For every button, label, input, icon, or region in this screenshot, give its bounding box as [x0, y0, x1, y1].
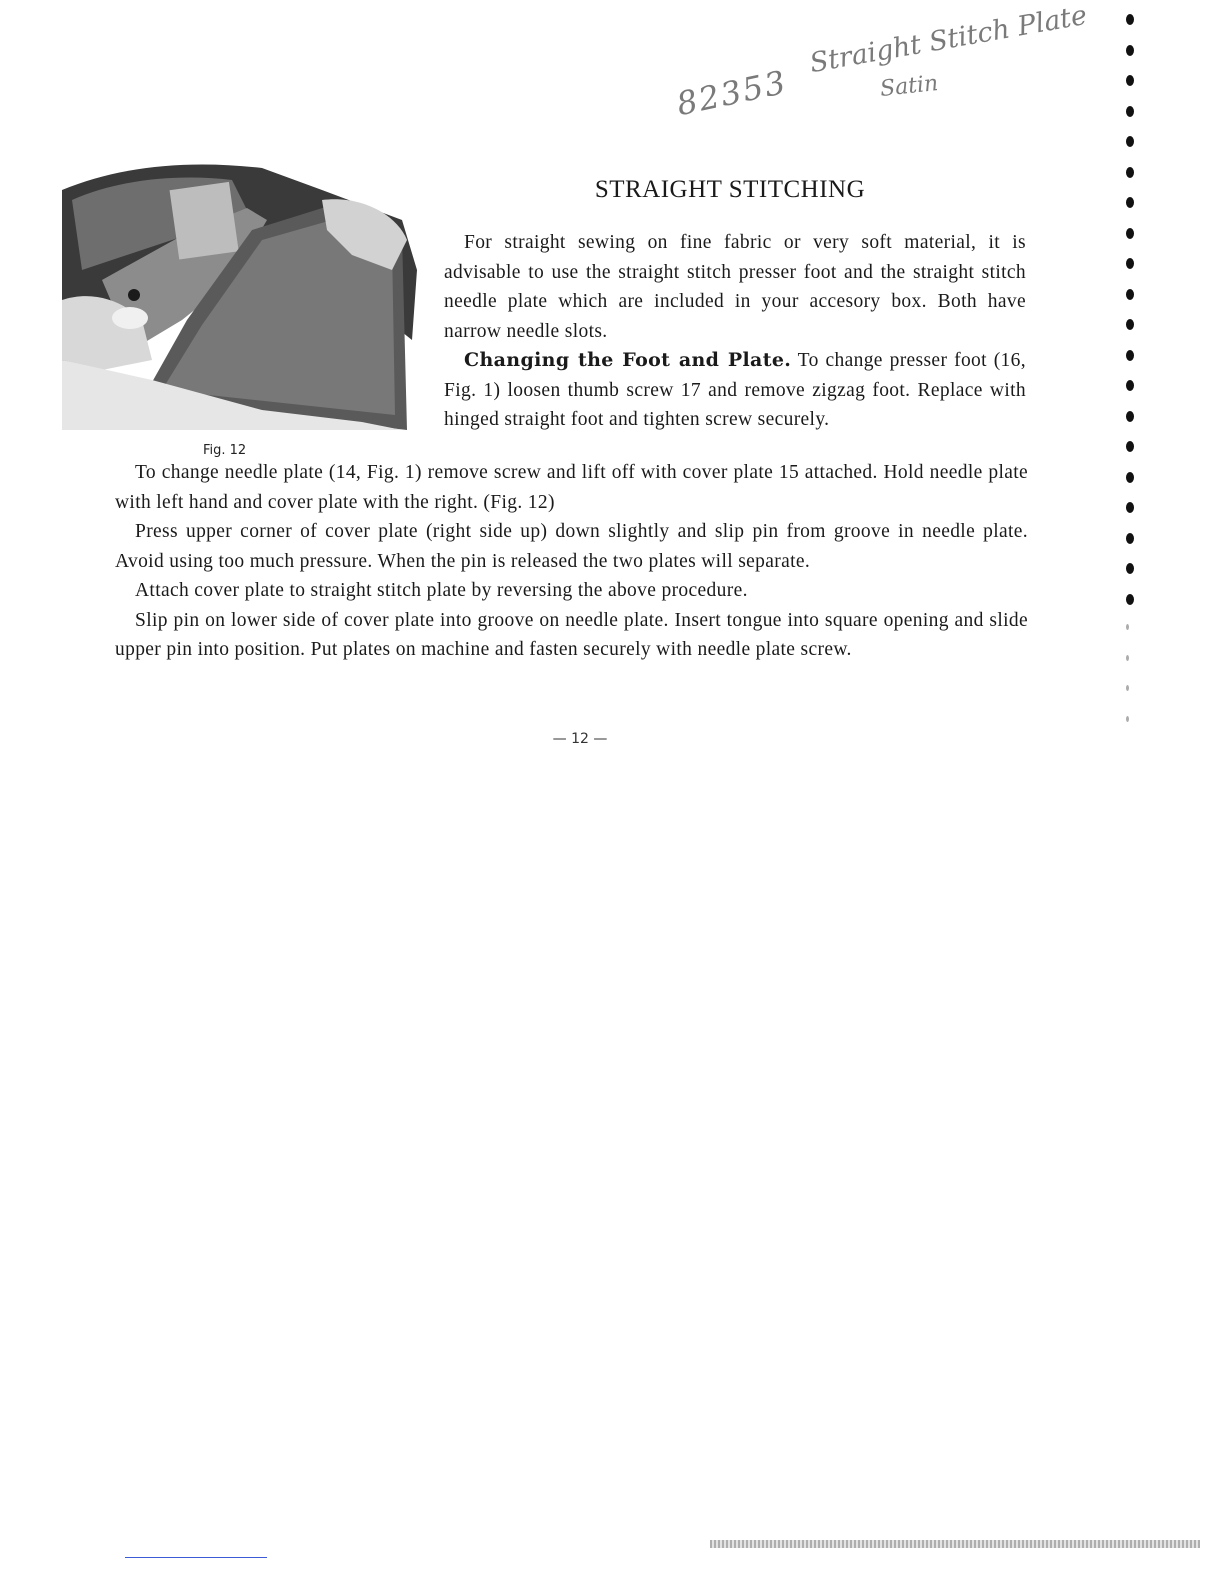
- binding-hole: [1126, 624, 1129, 630]
- binding-hole: [1126, 228, 1134, 239]
- binding-hole: [1126, 350, 1134, 361]
- paragraph-cover-plate: Press upper corner of cover plate (right side up) down slightly and slip pin from groove in needle plate. Avoid using too much pressure. When the pin is released the two plates will separate.: [115, 521, 1028, 572]
- paragraph-changing-foot: [444, 346, 1026, 435]
- binding-hole: [1126, 258, 1134, 269]
- text-block-full-width: [115, 458, 1028, 665]
- paragraph-attach: Attach cover plate to straight stitch plate by reversing the above procedure.: [135, 580, 748, 601]
- paragraph-changing-foot-body: To change presser foot (16, Fig. 1) loosen thumb screw 17 and remove zigzag foot. Replace with hinged straight foot and tighten screw securely.: [444, 350, 1026, 430]
- binding-hole: [1126, 502, 1134, 513]
- binding-hole: [1126, 441, 1134, 452]
- handwritten-note: Straight Stitch Plate: [807, 0, 1090, 80]
- binding-hole: [1126, 197, 1134, 208]
- paragraph-needle-plate: To change needle plate (14, Fig. 1) remove screw and lift off with cover plate 15 attached. Hold needle plate with left hand and cover plate with the right. (Fig. 12): [115, 462, 1028, 513]
- binding-hole: [1126, 136, 1134, 147]
- paragraph-intro: For straight sewing on fine fabric or very soft material, it is advisable to use the straight stitch presser foot and the straight stitch needle plate which are included in your accesory box. Both have narrow needle slots.: [444, 232, 1026, 342]
- binding-holes: [1122, 14, 1142, 734]
- paragraph-bold-lead: Changing the Foot and Plate.: [464, 349, 792, 371]
- binding-hole: [1126, 594, 1134, 605]
- binding-hole: [1126, 380, 1134, 391]
- text-block-right-column: [444, 228, 1026, 435]
- binding-hole: [1126, 655, 1129, 661]
- binding-hole: [1126, 14, 1134, 25]
- figure-photo: [62, 160, 422, 440]
- paragraph-slip-pin: Slip pin on lower side of cover plate into groove on needle plate. Insert tongue into square opening and slide upper pin into position. Put plates on machine and fasten securely with needle plate screw.: [115, 609, 1028, 660]
- handwritten-annotation: [670, 0, 1090, 128]
- binding-hole: [1126, 533, 1134, 544]
- page-number: — 12 —: [552, 731, 608, 747]
- scan-edge-texture: [710, 1540, 1200, 1548]
- scan-edge-line: [125, 1557, 267, 1558]
- figure-caption: Fig. 12: [203, 443, 247, 458]
- binding-hole: [1126, 472, 1134, 483]
- binding-hole: [1126, 716, 1129, 722]
- handwritten-number: 82353: [673, 62, 791, 124]
- binding-hole: [1126, 319, 1134, 330]
- binding-hole: [1126, 411, 1134, 422]
- binding-hole: [1126, 167, 1134, 178]
- binding-hole: [1126, 75, 1134, 86]
- binding-hole: [1126, 563, 1134, 574]
- binding-hole: [1126, 289, 1134, 300]
- binding-hole: [1126, 106, 1134, 117]
- handwritten-note-2: Satin: [878, 71, 940, 102]
- binding-hole: [1126, 45, 1134, 56]
- binding-hole: [1126, 685, 1129, 691]
- section-heading: STRAIGHT STITCHING: [594, 176, 866, 203]
